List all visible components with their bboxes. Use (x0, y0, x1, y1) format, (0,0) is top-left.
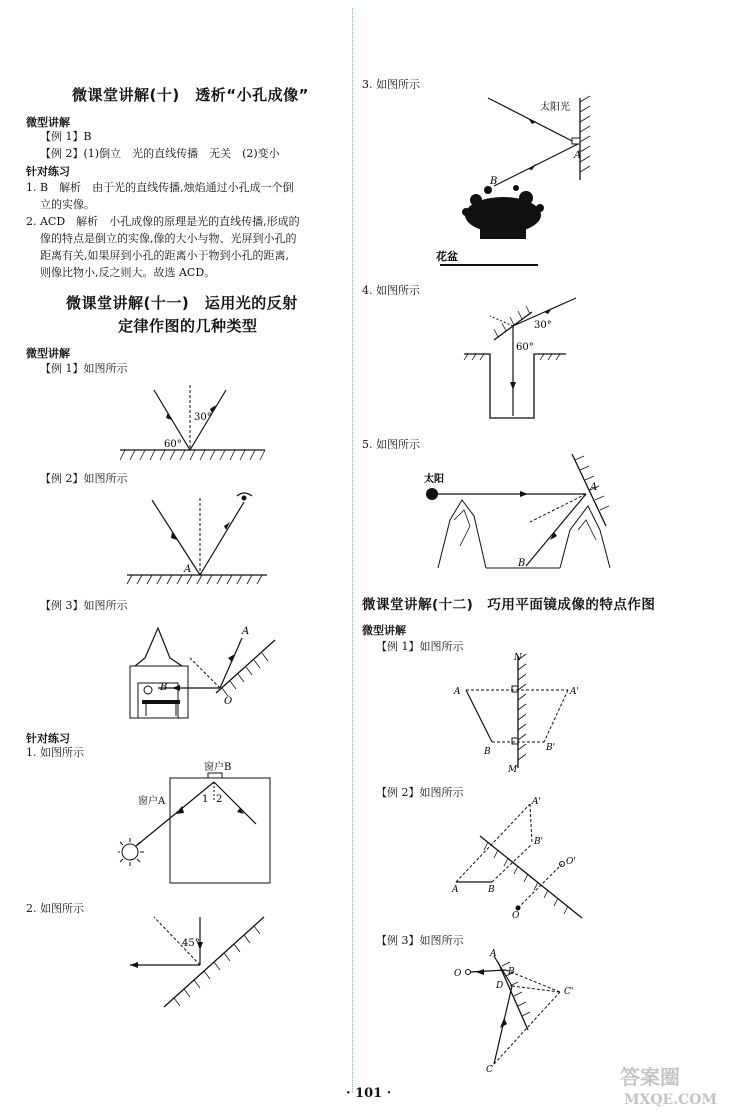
e2-a-prime: A' (532, 797, 541, 807)
angle-2-label: 2 (216, 794, 223, 805)
figure-reflection-example-2 (122, 488, 272, 588)
s12-example-3: 【例 3】如图所示 (376, 934, 464, 947)
figure-right-4 (458, 294, 588, 426)
figure-practice-2 (124, 912, 284, 1012)
practice-2-line-a: 2. ACD 解析 小孔成像的原理是光的直线传播,形成的 (26, 215, 300, 228)
e1-m: M (508, 765, 518, 775)
e3-d: D (496, 981, 504, 991)
angle-30-label-r4: 30° (534, 320, 552, 331)
figure-reflection-example-3 (120, 618, 280, 728)
angle-60-label-r4: 60° (516, 342, 534, 353)
watermark-logo (612, 1062, 742, 1107)
practice-1-line-b: 立的实像。 (40, 198, 95, 211)
micro-lecture-heading: 微型讲解 (26, 116, 70, 129)
page-number: · 101 · (346, 1086, 392, 1101)
angle-45-label: 45° (182, 938, 200, 949)
micro-lecture-heading-3: 微型讲解 (362, 624, 406, 637)
e3-c: C (486, 1065, 493, 1074)
practice-2-caption: 2. 如图所示 (26, 902, 84, 915)
r5-point-a: A (590, 482, 598, 493)
practice-heading: 针对练习 (26, 165, 70, 178)
watermark-top: 答案圈 (620, 1065, 680, 1089)
s11-example-3: 【例 3】如图所示 (40, 599, 128, 612)
r3-point-b: B (490, 176, 498, 187)
s12-example-1: 【例 1】如图所示 (376, 640, 464, 653)
e3-b: B (508, 967, 515, 977)
s11-example-1: 【例 1】如图所示 (40, 362, 128, 375)
angle-60-label: 60° (164, 439, 182, 450)
s11-example-2: 【例 2】如图所示 (40, 472, 128, 485)
e1-n: N (514, 653, 522, 663)
e3-c-prime: C' (564, 987, 574, 997)
window-a-label: 窗户A (138, 796, 166, 807)
practice-heading-2: 针对练习 (26, 732, 70, 745)
practice-1-caption: 1. 如图所示 (26, 746, 84, 759)
section-title-11-line1: 微课堂讲解(十一) 运用光的反射 (66, 294, 298, 312)
figure-right-3 (428, 90, 608, 275)
angle-30-label: 30° (194, 412, 212, 423)
right-4-caption: 4. 如图所示 (362, 284, 420, 297)
e2-b-prime: B' (534, 837, 544, 847)
e2-o-prime: O' (566, 857, 576, 867)
section-title-12: 微课堂讲解(十二) 巧用平面镜成像的特点作图 (362, 597, 656, 613)
flowerpot-label: 花盆 (436, 250, 458, 263)
e3-o: O (454, 969, 462, 979)
watermark-bottom: MXQE.COM (624, 1092, 717, 1107)
example-1-answer: 【例 1】B (40, 130, 92, 143)
e2-b: B (488, 885, 495, 895)
practice-1-line-a: 1. B 解析 由于光的直线传播,烛焰通过小孔成一个倒 (26, 181, 294, 194)
practice-2-line-c: 距离有关,如果屏到小孔的距离小于物到小孔的距离, (40, 249, 289, 262)
sunlight-label: 太阳光 (540, 102, 570, 113)
point-a-label-3: A (242, 626, 250, 637)
figure-s12-example-1 (452, 650, 597, 775)
point-o-label-3: O (224, 696, 233, 707)
section-title-11-line2: 定律作图的几种类型 (118, 317, 258, 335)
figure-s12-example-3 (450, 944, 590, 1074)
e1-b: B (484, 747, 491, 757)
e3-a: A (490, 949, 497, 959)
s12-example-2: 【例 2】如图所示 (376, 786, 464, 799)
window-b-label: 窗户B (204, 762, 232, 773)
point-b-label-3: B (160, 682, 168, 693)
figure-practice-1 (118, 760, 278, 890)
practice-2-line-d: 则像比物小,反之则大。故选 ACD。 (40, 266, 216, 279)
sun-label: 太阳 (424, 474, 444, 485)
e1-a-prime: A' (570, 687, 579, 697)
figure-s12-example-2 (448, 796, 593, 921)
column-divider (352, 8, 353, 1093)
right-3-caption: 3. 如图所示 (362, 78, 420, 91)
e1-a: A (454, 687, 461, 697)
e2-a: A (452, 885, 459, 895)
section-title-10: 微课堂讲解(十) 透析“小孔成像” (72, 86, 309, 104)
right-5-caption: 5. 如图所示 (362, 438, 420, 451)
e1-b-prime: B' (546, 743, 556, 753)
micro-lecture-heading-2: 微型讲解 (26, 347, 70, 360)
figure-reflection-example-1 (120, 380, 270, 465)
r5-point-b: B (518, 558, 526, 569)
e2-o: O (512, 911, 520, 921)
example-2-answer: 【例 2】(1)倒立 光的直线传播 无关 (2)变小 (40, 147, 280, 160)
figure-right-5 (420, 450, 620, 575)
r3-point-a: A (574, 150, 582, 161)
practice-2-line-b: 像的特点是倒立的实像,像的大小与物、光屏到小孔的 (40, 232, 297, 245)
point-a-label: A (184, 564, 192, 575)
angle-1-label: 1 (202, 794, 209, 805)
